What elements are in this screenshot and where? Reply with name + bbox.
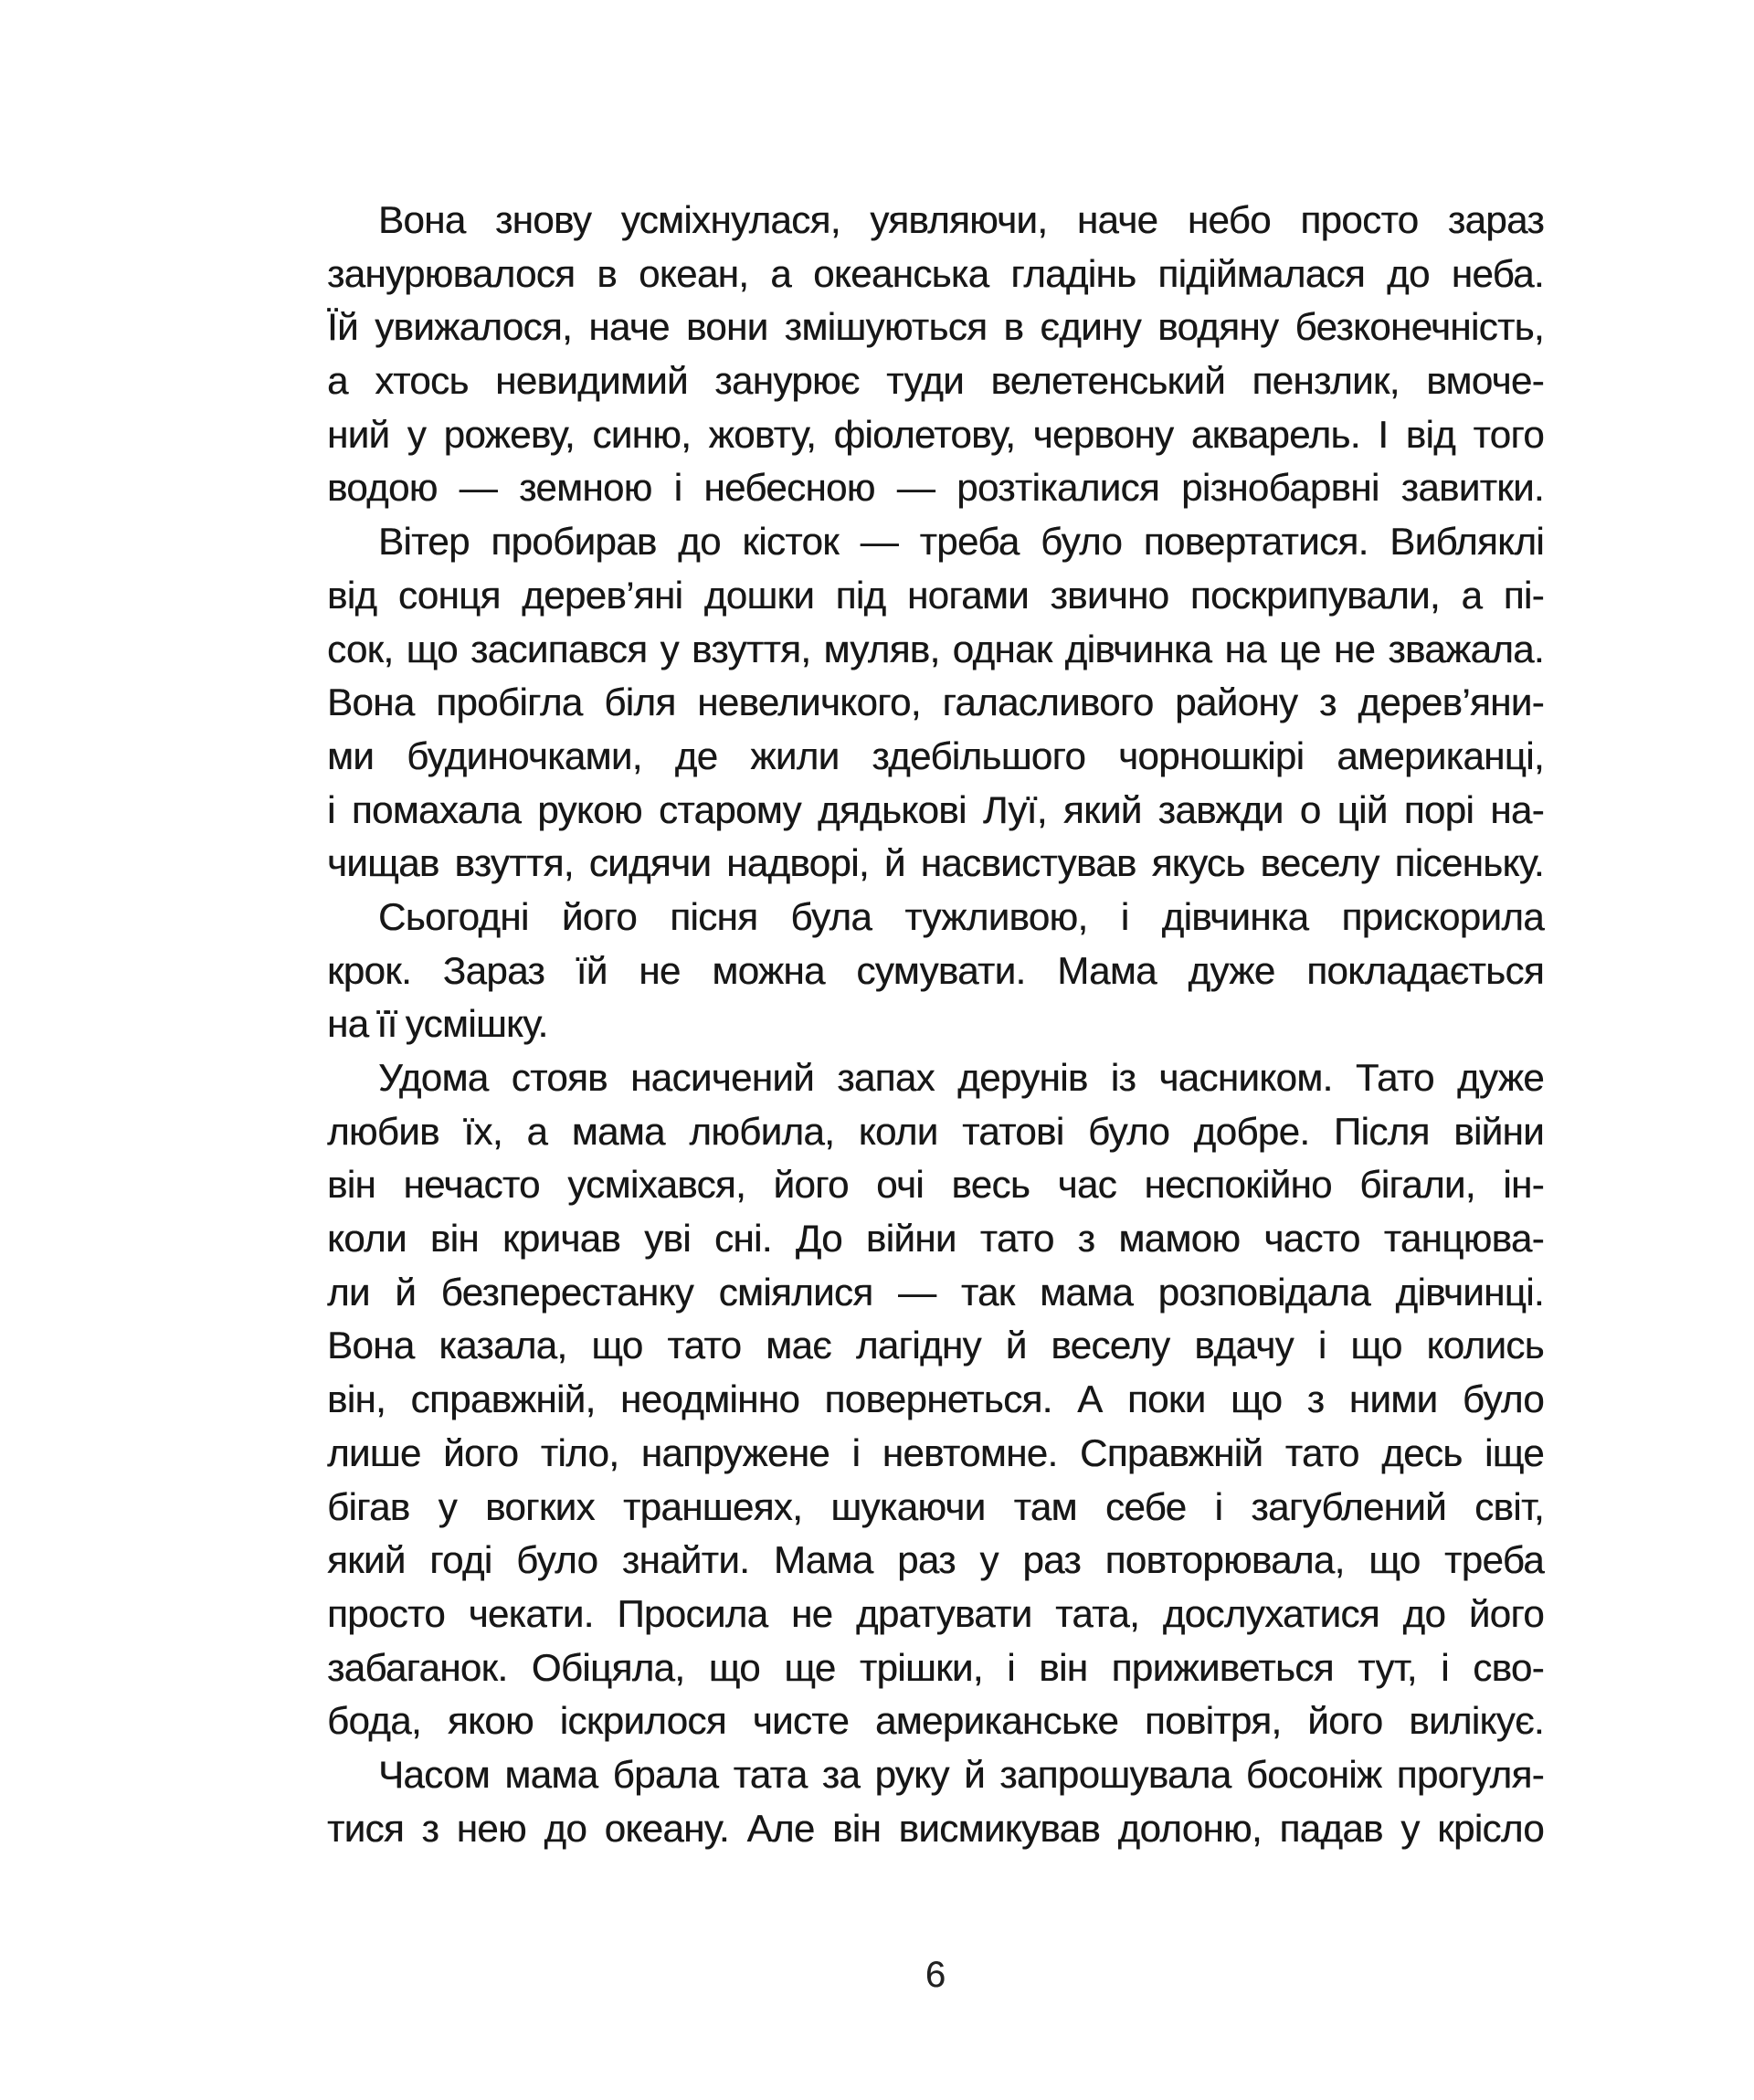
text-line: він, справжній, неодмінно повернеться. А поки що з ними було xyxy=(327,1377,1544,1421)
text-line: коли він кричав уві сні. До війни тато з мамою часто танцюва- xyxy=(327,1217,1544,1261)
page-number: 6 xyxy=(925,1955,946,1995)
text-line: від сонця дерев’яні дошки під ногами звично поскрипували, а пі- xyxy=(327,573,1544,617)
text-block xyxy=(327,194,1544,1855)
text-line: водою — земною і небесною — розтікалися різнобарвні завитки. xyxy=(327,466,1544,510)
text-line: крок. Зараз їй не можна сумувати. Мама дуже покладається xyxy=(327,948,1544,992)
text-line: Вітер пробирав до кісток — треба було повертатися. Вибляклі xyxy=(378,520,1544,564)
text-line: забаганок. Обіцяла, що ще трішки, і він приживеться тут, і сво- xyxy=(327,1645,1544,1689)
text-line: а хтось невидимий занурює туди велетенський пензлик, вмоче- xyxy=(327,359,1544,403)
text-line: просто чекати. Просила не дратувати тата, дослухатися до його xyxy=(327,1591,1544,1635)
text-line: бода, якою іскрилося чисте американське повітря, його вилікує. xyxy=(327,1699,1544,1743)
text-line: на її усмішку. xyxy=(327,1002,548,1046)
text-line: Часом мама брала тата за руку й запрошувала босоніж прогуля- xyxy=(378,1752,1544,1796)
text-line: ми будиночками, де жили здебільшого чорношкірі американці, xyxy=(327,733,1544,777)
text-line: Удома стояв насичений запах дерунів із часником. Тато дуже xyxy=(378,1056,1544,1099)
text-line: лише його тіло, напружене і невтомне. Справжній тато десь іще xyxy=(327,1430,1544,1474)
text-line: і помахала рукою старому дядькові Луї, який завжди о цій порі на- xyxy=(327,787,1544,831)
text-line: який годі було знайти. Мама раз у раз повторювала, що треба xyxy=(327,1538,1544,1582)
text-line: Вона казала, що тато має лагідну й веселу вдачу і що колись xyxy=(327,1324,1544,1367)
text-line: бігав у вогких траншеях, шукаючи там себе і загублений світ, xyxy=(327,1484,1544,1528)
text-line: чищав взуття, сидячи надворі, й насвистував якусь веселу пісеньку. xyxy=(327,841,1544,885)
text-line: Вона знову усміхнулася, уявляючи, наче небо просто зараз xyxy=(378,198,1544,241)
text-line: він нечасто усміхався, його очі весь час неспокійно бігали, ін- xyxy=(327,1163,1544,1207)
text-line: Їй увижалося, наче вони змішуються в єдину водяну безконечність, xyxy=(327,305,1544,349)
text-line: Сьогодні його пісня була тужливою, і дівчинка прискорила xyxy=(378,894,1544,938)
text-line: сок, що засипався у взуття, муляв, однак дівчинка на це не зважала. xyxy=(327,627,1544,670)
text-line: ли й безперестанку сміялися — так мама розповідала дівчинці. xyxy=(327,1270,1544,1314)
text-line: занурювалося в океан, а океанська гладінь підіймалася до неба. xyxy=(327,251,1544,295)
text-line: любив їх, а мама любила, коли татові було добре. Після війни xyxy=(327,1109,1544,1153)
text-line: Вона пробігла біля невеличкого, галасливого району з дерев’яни- xyxy=(327,681,1544,724)
text-line: ний у рожеву, синю, жовту, фіолетову, червону акварель. І від того xyxy=(327,412,1544,456)
text-line: тися з нею до океану. Але він висмикував долоню, падав у крісло xyxy=(327,1806,1544,1850)
